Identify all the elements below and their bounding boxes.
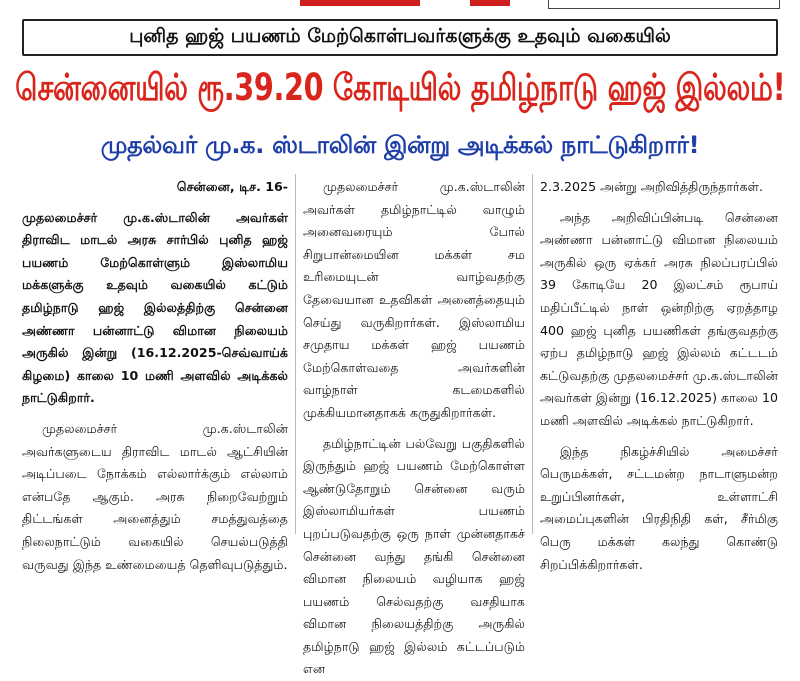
headline bbox=[0, 58, 800, 122]
article-column-2 bbox=[303, 176, 525, 681]
headline-text: சென்னையில் ரூ.39.20 கோடியில் தமிழ்நாடு ஹஜ் இல்லம்! bbox=[14, 66, 786, 109]
subheadline-text: முதல்வர் மு.க. ஸ்டாலின் இன்று அடிக்கல் நாட்டுகிறார்! bbox=[100, 130, 700, 159]
dateline: சென்னை, டிச. 16- bbox=[176, 179, 288, 194]
body-paragraph-continued: 2.3.2025 அன்று அறிவித்திருந்தார்கள். bbox=[540, 179, 764, 194]
subheadline bbox=[0, 124, 800, 168]
red-bar bbox=[300, 0, 420, 6]
lead-paragraph: முதலமைச்சர் மு.க.ஸ்டாலின் அவர்கள் திராவிட மாடல் அரசு சார்பில் புனித ஹஜ் பயணம் மேற்கொள்ளும் இஸ்லாமிய மக்களுக்கு உதவும் வகையில் கட்டும் தமிழ்நாடு ஹஜ் இல்லத்திற்கு சென்னை அண்ணா பன்னாட்டு விமான நிலையம் அருகில் இன்று (16.12.2025-செவ்வாய்க் கிழமை) காலை 10 மணி அளவில் அடிக்கல் நாட்டுகிறார். bbox=[22, 209, 288, 406]
kicker-text: புனித ஹஜ் பயணம் மேற்கொள்பவர்களுக்கு உதவும் வகையில் bbox=[129, 25, 671, 47]
body-paragraph: முதலமைச்சர் மு.க.ஸ்டாலின் அவர்களுடைய திராவிட மாடல் ஆட்சியின் அடிப்படை நோக்கம் எல்லார்க்கும் எல்லாம் என்பதே ஆகும். அரசு நிறைவேற்றும் திட்டங்கள் அனைத்தும் சமத்துவத்தை நிலைநாட்டும் வகையில் செயல்படுத்தி வருவது இந்த உண்மையைத் தெளிவுபடுத்தும். bbox=[22, 420, 288, 572]
cropped-box bbox=[548, 0, 780, 9]
body-paragraph: அந்த அறிவிப்பின்படி சென்னை அண்ணா பன்னாட்டு விமான நிலையம் அருகில் ஒரு ஏக்கர் அரசு நிலப்பரப்பில் 39 கோடியே 20 இலட்சம் ரூபாய் மதிப்பீட்டில் நாள் ஒன்றிற்கு ஏறத்தாழ 400 ஹஜ் புனித பயணிகள் தங்குவதற்கு ஏற்ப தமிழ்நாடு ஹஜ் இல்லம் கட்டடம் கட்டுவதற்கு முதலமைச்சர் மு.க.ஸ்டாலின் அவர்கள் இன்று (16.12.2025) காலை 10 மணி அளவில் அடிக்கல் நாட்டுகிறார். bbox=[540, 209, 779, 428]
kicker-box bbox=[22, 19, 778, 56]
body-paragraph: இந்த நிகழ்ச்சியில் அமைச்சர் பெருமக்கள், சட்டமன்ற நாடாளுமன்ற உறுப்பினர்கள், உள்ளாட்சி அமைப்புகளின் பிரதிநிதி கள், சீர்மிகு பெரு மக்கள் கலந்து கொண்டு சிறப்பிக்கிறார்கள். bbox=[540, 443, 778, 572]
body-paragraph: தமிழ்நாட்டின் பல்வேறு பகுதிகளில் இருந்தும் ஹஜ் பயணம் மேற்கொள்ள ஆண்டுதோறும் சென்னை வரும் இஸ்லாமியர்கள் பயணம் புறப்படுவதற்கு ஒரு நாள் முன்னதாகச் சென்னை வந்து தங்கி சென்னை விமான நிலையம் வழியாக ஹஜ் பயணம் செல்வதற்கு வசதியாக விமான நிலையத்திற்கு அருகில் தமிழ்நாடு ஹஜ் இல்லம் கட்டப்படும் என bbox=[303, 435, 525, 677]
column-rule bbox=[295, 174, 296, 534]
red-bar bbox=[470, 0, 510, 6]
previous-article-edge bbox=[0, 0, 800, 14]
article-column-3 bbox=[540, 176, 778, 576]
column-rule bbox=[532, 174, 533, 534]
article-column-1 bbox=[22, 176, 288, 576]
body-paragraph: முதலமைச்சர் மு.க.ஸ்டாலின் அவர்கள் தமிழ்நாட்டில் வாழும் அனைவரையும் போல் சிறுபான்மையின மக்கள் சம உரிமையுடன் வாழ்வதற்கு தேவையான உதவிகள் அனைத்தையும் செய்து வருகிறார்கள். இஸ்லாமிய சமுதாய மக்கள் ஹஜ் பயணம் மேற்கொள்வதை அவர்களின் வாழ்நாள் கடமைகளில் முக்கியமானதாகக் கருதுகிறார்கள். bbox=[303, 179, 525, 420]
